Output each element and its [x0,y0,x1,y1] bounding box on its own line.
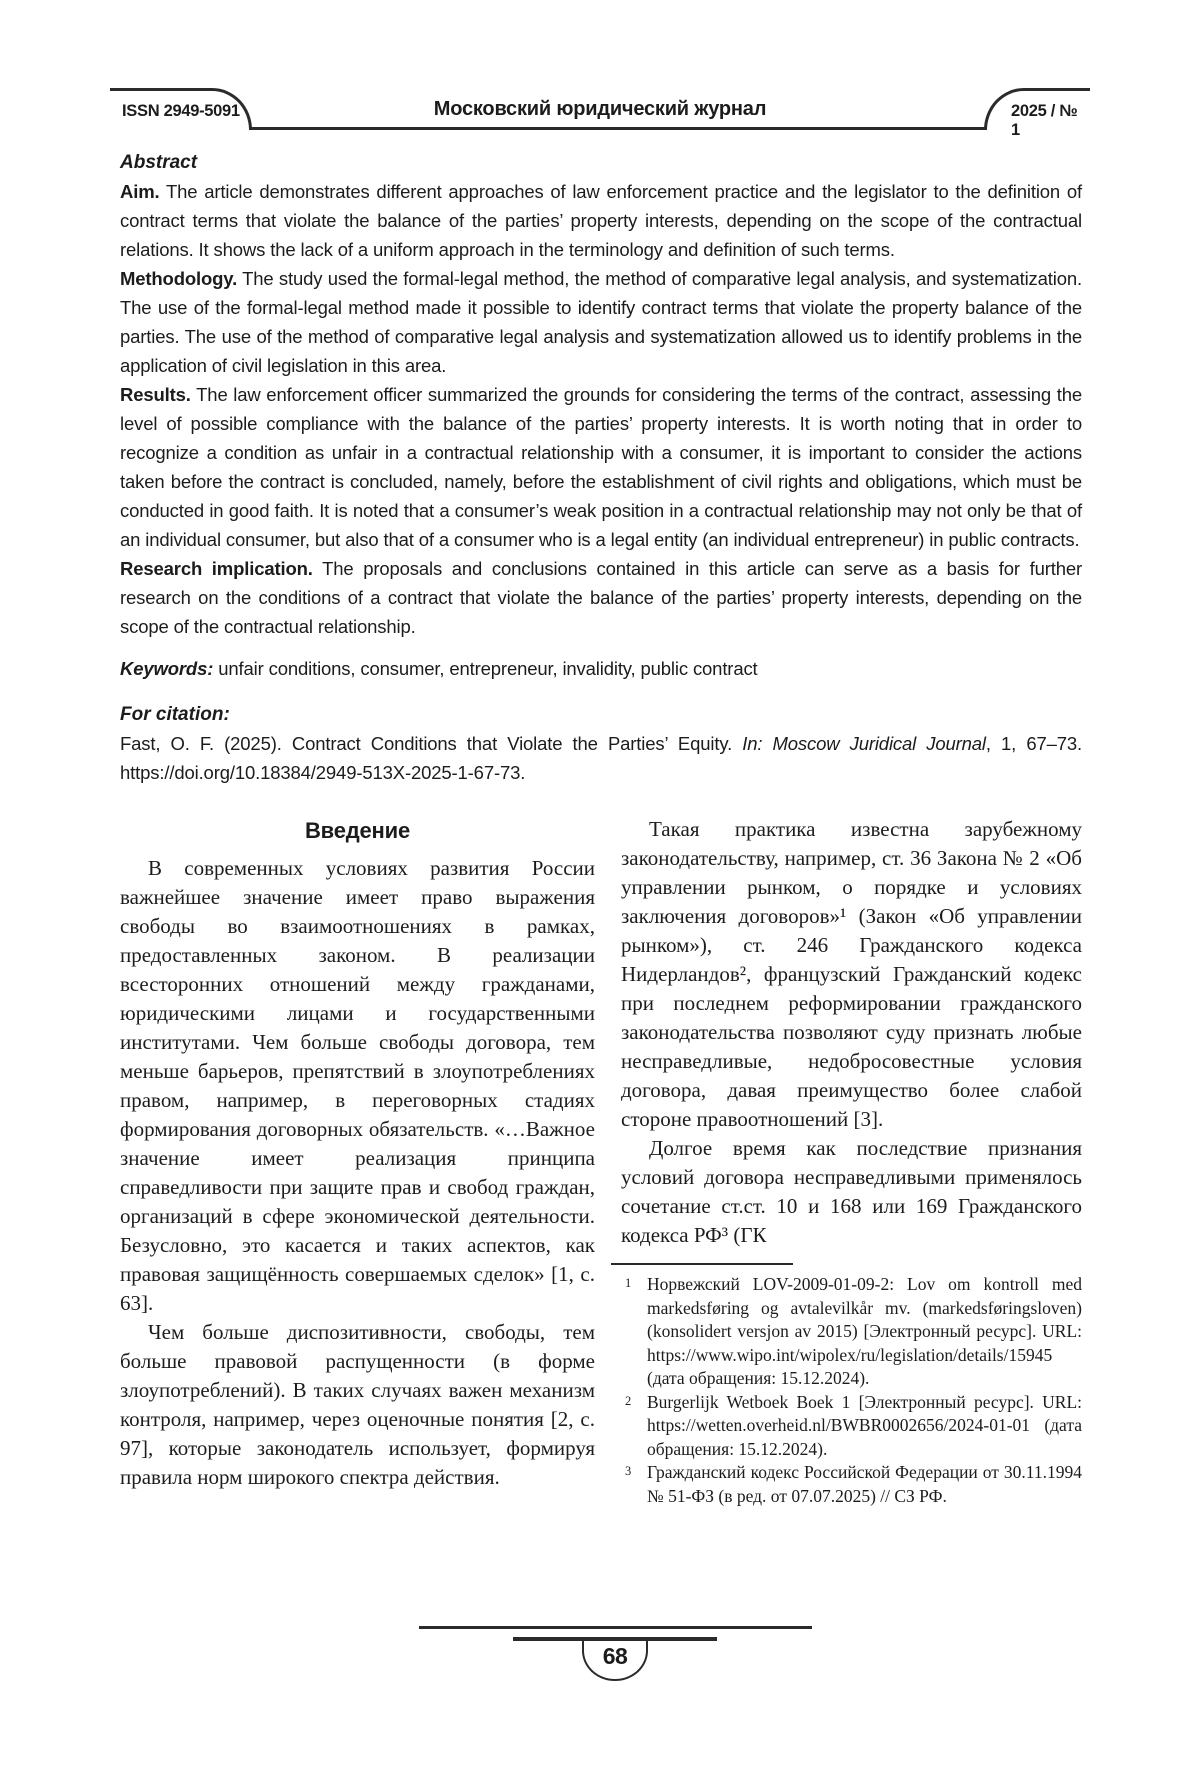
abstract-results-paragraph [120,380,1082,554]
issue-label: 2025 / № 1 [1011,102,1078,139]
research-implication-label: Research implication. [120,558,313,579]
footnote-number: 2 [625,1393,632,1408]
article-content [120,148,1082,1508]
footnote [621,1461,1082,1508]
introduction-heading: Введение [304,818,410,843]
citation-journal-italic: In: Moscow Juridical Journal [742,733,986,754]
body-paragraph: Такая практика известна зарубежному законодательству, например, ст. 36 Закона № 2 «Об управлении рынком, о порядке и условиях заключения договоров»¹ (Закон «Об управлении рынком»), ст. 246 Гражданского кодекса Нидерландов², французский Гражданский кодекс при последнем реформировании гражданского законодательства позволяют суду признать любые несправедливые, недобросовестные условия договора, давая преимущество более слабой стороне правоотношений [3]. [621,817,1082,1131]
issn-label: ISSN 2949-5091 [122,102,240,120]
citation-text [120,729,1082,787]
page-footer [15,1626,1200,1681]
methodology-text: The study used the formal-legal method, the method of comparative legal analysis, and systematization. The use of the formal-legal method made it possible to identify contract terms that violate the property balance of the parties. The use of the method of comparative legal analysis and systematization allowed us to identify problems in the application of civil legislation in this area. [120,268,1083,376]
keywords-text: unfair conditions, consumer, entrepreneur, invalidity, public contract [218,658,758,679]
footnote [621,1391,1082,1462]
abstract-section [120,148,1082,641]
methodology-label: Methodology. [120,268,238,289]
body-paragraph: Долгое время как последствие признания условий договора несправедливыми применялось сочетание ст.ст. 10 и 168 или 169 Гражданского кодекса РФ³ (ГК [621,1136,1082,1247]
abstract-methodology-paragraph [120,264,1082,380]
page-number-badge [582,1641,648,1681]
two-column-body [120,815,1082,1508]
abstract-heading: Abstract [120,152,198,173]
keywords-line [120,654,1082,683]
research-implication-text: The proposals and conclusions contained in this article can serve as a basis for further research on the conditions of a contract that violate the balance of the parties’ property interests, depending on the scope of the contractual relationship. [120,558,1082,637]
journal-title: Московский юридический журнал [433,98,767,120]
footnotes-block [621,1263,1082,1508]
body-paragraph: В современных условиях развития России важнейшее значение имеет право выражения свободы во взаимоотношениях в рамках, предоставленных законом. В реализации всесторонних отношений между гражданами, юридическими лицами и государственными институтами. Чем больше свободы договора, тем меньше барьеров, препятствий в злоупотреблениях правом, например, в переговорных стадиях формирования договорных обязательств. «…Важное значение имеет реализация принципа справедливости при защите прав и свобод граждан, организаций в сфере экономической деятельности. Безусловно, это касается и таких аспектов, как правовая защищённость совершаемых сделок» [1, с. 63]. [120,856,595,1315]
footnote-text: Норвежский LOV-2009-01-09-2: Lov om kontroll med markedsføring og avtalevilkår mv. (markedsføringsloven) (konsolidert versjon av 2015) [Электронный ресурс]. URL: https://www.wipo.int/wipolex/ru/legislation/details/15945 (дата обращения: 15.12.2024). [647,1274,1082,1388]
results-label: Results. [120,384,191,405]
abstract-aim-paragraph [120,177,1082,264]
aim-text: The article demonstrates different approaches of law enforcement practice and the legislator to the definition of contract terms that violate the balance of the parties’ property interests, depending on the scope of the contractual relations. It shows the lack of a uniform approach in the terminology and definition of such terms. [120,181,1083,260]
page-number: 68 [602,1642,628,1669]
citation-section [120,700,1082,787]
footnote-number: 3 [625,1464,632,1478]
journal-header [110,88,1090,139]
aim-label: Aim. [120,181,160,202]
footnote-text: Гражданский кодекс Российской Федерации от 30.11.1994 № 51-ФЗ (в ред. от 07.07.2025) // СЗ РФ. [647,1462,1082,1506]
left-column [120,815,595,1508]
footer-rule-short [513,1637,717,1641]
abstract-research-implication-paragraph [120,554,1082,641]
footnote-separator [611,1263,793,1265]
citation-heading: For citation: [120,704,230,725]
citation-before: Fast, O. F. (2025). Contract Conditions that Violate the Parties’ Equity. [120,733,743,754]
header-rule [251,127,986,130]
citation-after: , 1, 67–73. https://doi.org/10.18384/2949-513X-2025-1-67-73. [120,733,1082,783]
keywords-label: Keywords: [120,658,214,679]
right-column [621,815,1082,1508]
body-paragraph: Чем больше диспозитивности, свободы, тем больше правовой распущенности (в форме злоупотреблений). В таких случаях важен механизм контроля, например, через оценочные понятия [2, с. 97], которые законодатель использует, формируя правила норм широкого спектра действия. [120,1320,595,1489]
footnote-text: Burgerlijk Wetboek Boek 1 [Электронный ресурс]. URL: https://wetten.overheid.nl/BWBR0002656/2024-01-01 (дата обращения: 15.12.2024). [647,1391,1082,1459]
results-text: The law enforcement officer summarized the grounds for considering the terms of the contract, assessing the level of possible compliance with the balance of the parties’ property interests. It is worth noting that in order to recognize a condition as unfair in a contractual relationship with a consumer, it is important to consider the actions taken before the contract is concluded, namely, before the establishment of civil rights and obligations, which must be conducted in good faith. It is noted that a consumer’s weak position in a contractual relationship may not only be that of an individual consumer, but also that of a consumer who is a legal entity (an individual entrepreneur) in public contracts. [120,384,1082,550]
footer-rule-long [419,1626,812,1629]
footnote-number: 1 [625,1276,632,1290]
issue-tab [984,88,1090,139]
footnote [621,1273,1082,1391]
